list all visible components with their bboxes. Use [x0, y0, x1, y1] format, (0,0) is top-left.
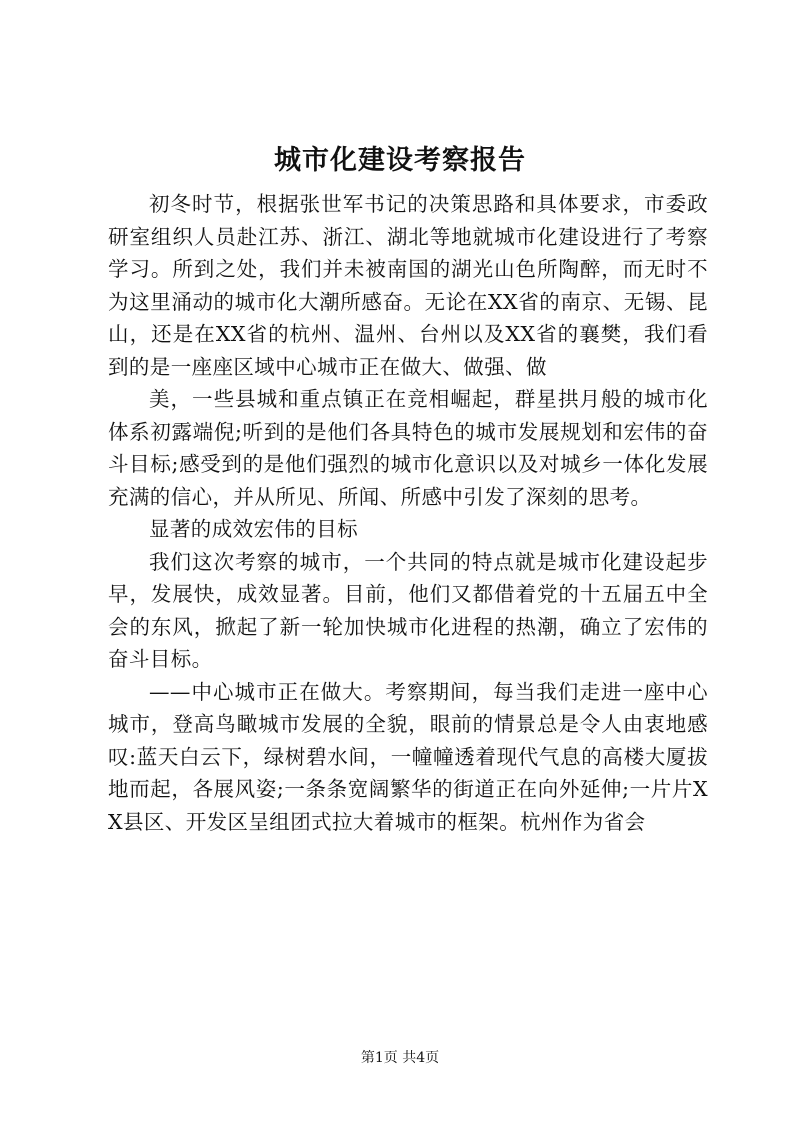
page-title: 城市化建设考察报告	[274, 145, 526, 176]
document-body	[108, 188, 708, 838]
paragraph: ——中心城市正在做大。考察期间，每当我们走进一座中心城市，登高鸟瞰城市发展的全貌，眼前的情景总是令人由衷地感叹:蓝天白云下，绿树碧水间，一幢幢透着现代气息的高楼大厦拔地而起，各展风姿;一条条宽阔繁华的街道正在向外延伸;一片片XX县区、开发区呈组团式拉大着城市的框架。杭州作为省会	[108, 679, 708, 834]
paragraph: 初冬时节，根据张世军书记的决策思路和具体要求，市委政研室组织人员赴江苏、浙江、湖北等地就城市化建设进行了考察学习。所到之处，我们并未被南国的湖光山色所陶醉，而无时不为这里涌动的城市化大潮所感奋。无论在XX省的南京、无锡、昆山，还是在XX省的杭州、温州、台州以及XX省的襄樊，我们看到的是一座座区域中心城市正在做大、做强、做	[108, 192, 708, 379]
paragraph: 美，一些县城和重点镇正在竞相崛起，群星拱月般的城市化体系初露端倪;听到的是他们各具特色的城市发展规划和宏伟的奋斗目标;感受到的是他们强烈的城市化意识以及对城乡一体化发展充满的信心，并从所见、所闻、所感中引发了深刻的思考。	[108, 387, 708, 509]
section-heading: 显著的成效宏伟的目标	[149, 517, 358, 541]
paragraph: 我们这次考察的城市，一个共同的特点就是城市化建设起步早，发展快，成效显著。目前，他们又都借着党的十五届五中全会的东风，掀起了新一轮加快城市化进程的热潮，确立了宏伟的奋斗目标。	[108, 549, 708, 671]
page-number-footer: 第1页 共4页	[360, 1050, 440, 1066]
